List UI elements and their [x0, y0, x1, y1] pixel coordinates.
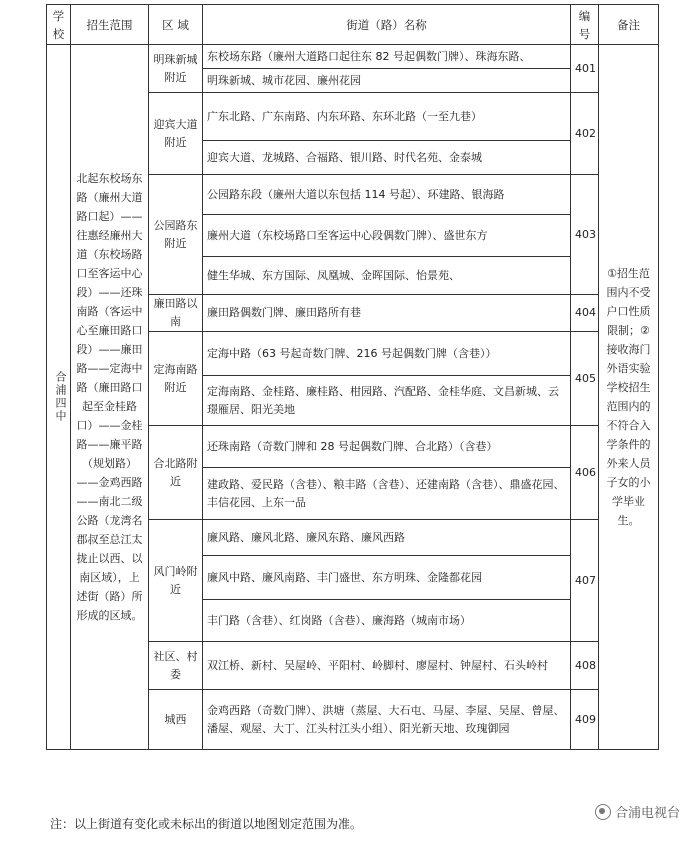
area-name: 城西 — [149, 690, 203, 750]
area-name: 廉田路以南 — [149, 295, 203, 332]
wechat-logo-icon — [595, 804, 611, 820]
street-names: 迎宾大道、龙城路、合福路、银川路、时代名苑、金泰城 — [203, 141, 571, 175]
area-name: 定海南路附近 — [149, 332, 203, 426]
area-number: 409 — [571, 690, 599, 750]
header-scope: 招生范围 — [71, 5, 149, 45]
street-names: 廉田路偶数门牌、廉田路所有巷 — [203, 295, 571, 332]
street-names: 廉风中路、廉风南路、丰门盛世、东方明珠、金隆都花园 — [203, 556, 571, 600]
street-names: 丰门路（含巷）、红岗路（含巷）、廉海路（城南市场） — [203, 600, 571, 642]
school-name: 合浦四中 — [54, 371, 67, 423]
header-area: 区 域 — [149, 5, 203, 45]
area-number: 406 — [571, 426, 599, 520]
footnote: 注：以上街道有变化或未标出的街道以地图划定范围为准。 — [50, 817, 363, 831]
street-names: 双江桥、新村、吴屋岭、平阳村、岭脚村、廖屋村、钟屋村、石头岭村 — [203, 642, 571, 690]
street-names: 廉风路、廉风北路、廉风东路、廉风西路 — [203, 520, 571, 556]
table-row — [47, 45, 659, 69]
area-number: 401 — [571, 45, 599, 93]
area-number: 404 — [571, 295, 599, 332]
area-name: 合北路附近 — [149, 426, 203, 520]
area-name: 社区、村委 — [149, 642, 203, 690]
header-row — [47, 5, 659, 45]
enrollment-scope: 北起东校场东路（廉州大道路口起）——往惠经廉州大道（东校场路口至客运中心段）——还珠南路（客运中心至廉田路口段）——廉田路——定海中路（廉田路口起至金桂路口）——金桂路——廉平路（规划路）——金鸡西路——南北二级公路（龙湾名郡叔至总江太拢止以西、以南区域），上述街（路）所形成的区域。 — [71, 45, 149, 750]
table-body — [47, 45, 659, 750]
street-names: 廉州大道（东校场路口至客运中心段偶数门牌）、盛世东方 — [203, 215, 571, 257]
area-number: 408 — [571, 642, 599, 690]
header-number: 编号 — [571, 5, 599, 45]
area-number: 407 — [571, 520, 599, 642]
area-number: 403 — [571, 175, 599, 295]
remark-cell — [599, 45, 659, 750]
enrollment-table — [46, 4, 659, 750]
street-names: 广东北路、广东南路、内东环路、东环北路（一至九巷） — [203, 93, 571, 141]
area-name: 明珠新城附近 — [149, 45, 203, 93]
street-names: 定海南路、金桂路、廉桂路、柑园路、汽配路、金桂华庭、文昌新城、云璟雁居、阳光美地 — [203, 376, 571, 426]
header-street: 街道（路）名称 — [203, 5, 571, 45]
area-name: 公园路东附近 — [149, 175, 203, 295]
header-remark: 备注 — [599, 5, 659, 45]
street-names: 东校场东路（廉州大道路口起往东 82 号起偶数门牌）、珠海东路、 — [203, 45, 571, 69]
school-name-cell — [47, 45, 71, 750]
watermark-text: 合浦电视台 — [614, 806, 680, 821]
watermark — [595, 802, 680, 821]
street-names: 明珠新城、城市花园、廉州花园 — [203, 69, 571, 93]
street-names: 还珠南路（奇数门牌和 28 号起偶数门牌、合北路）（含巷） — [203, 426, 571, 468]
street-names: 健生华城、东方国际、凤凰城、金晖国际、怡景苑、 — [203, 257, 571, 295]
header-school: 学校 — [47, 5, 71, 45]
area-number: 405 — [571, 332, 599, 426]
street-names: 公园路东段（廉州大道以东包括 114 号起）、环建路、银海路 — [203, 175, 571, 215]
area-name: 风门岭附近 — [149, 520, 203, 642]
street-names: 建政路、爱民路（含巷）、粮丰路（含巷）、还建南路（含巷）、鼎盛花园、丰信花园、上东一品 — [203, 468, 571, 520]
remark-text: ①招生范围内不受户口性质限制；②接收海门外语实验学校招生范围内的不符合入学条件的外来人员子女的小学毕业生。 — [606, 267, 651, 527]
area-number: 402 — [571, 93, 599, 175]
street-names: 金鸡西路（奇数门牌）、洪塘（蒸屋、大石屯、马屋、李屋、吴屋、曾屋、潘屋、观屋、大丁、江头村江头小组）、阳光新天地、玫瑰御园 — [203, 690, 571, 750]
area-name: 迎宾大道附近 — [149, 93, 203, 175]
street-names: 定海中路（63 号起奇数门牌、216 号起偶数门牌（含巷）） — [203, 332, 571, 376]
